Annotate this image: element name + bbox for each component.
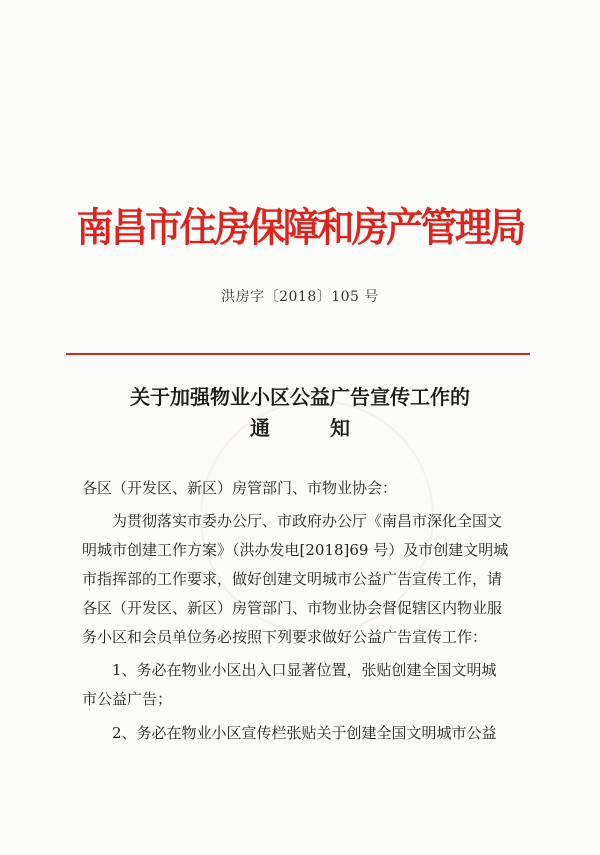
document-number: 洪房字〔2018〕105 号 (221, 289, 379, 305)
paragraph-line: 务小区和会员单位务必按照下列要求做好公益广告宣传工作： (82, 628, 488, 646)
list-item-1-line: 市公益广告； (82, 690, 173, 708)
list-item-2-line: 2、务必在物业小区宣传栏张贴关于创建全国文明城市公益 (112, 724, 497, 742)
paragraph-line: 市指挥部的工作要求，做好创建文明城市公益广告宣传工作，请 (82, 570, 503, 588)
notice-title-line1: 关于加强物业小区公益广告宣传工作的 (130, 385, 470, 409)
paragraph-line: 各区（开发区、新区）房管部门、市物业协会督促辖区内物业服 (82, 599, 503, 617)
issuer-header: 南昌市住房保障和房产管理局 (76, 204, 524, 251)
paragraph-line: 为贯彻落实市委办公厅、市政府办公厅《南昌市深化全国文 (112, 512, 503, 530)
list-item-1-line: 1、务必在物业小区出入口显著位置，张贴创建全国文明城 (112, 661, 497, 679)
notice-title-line2: 通知 (250, 416, 410, 440)
salutation: 各区（开发区、新区）房管部门、市物业协会： (82, 479, 398, 497)
red-divider-line (66, 353, 530, 355)
paragraph-line: 明城市创建工作方案》（洪办发电[2018]69 号）及市创建文明城 (82, 541, 509, 559)
